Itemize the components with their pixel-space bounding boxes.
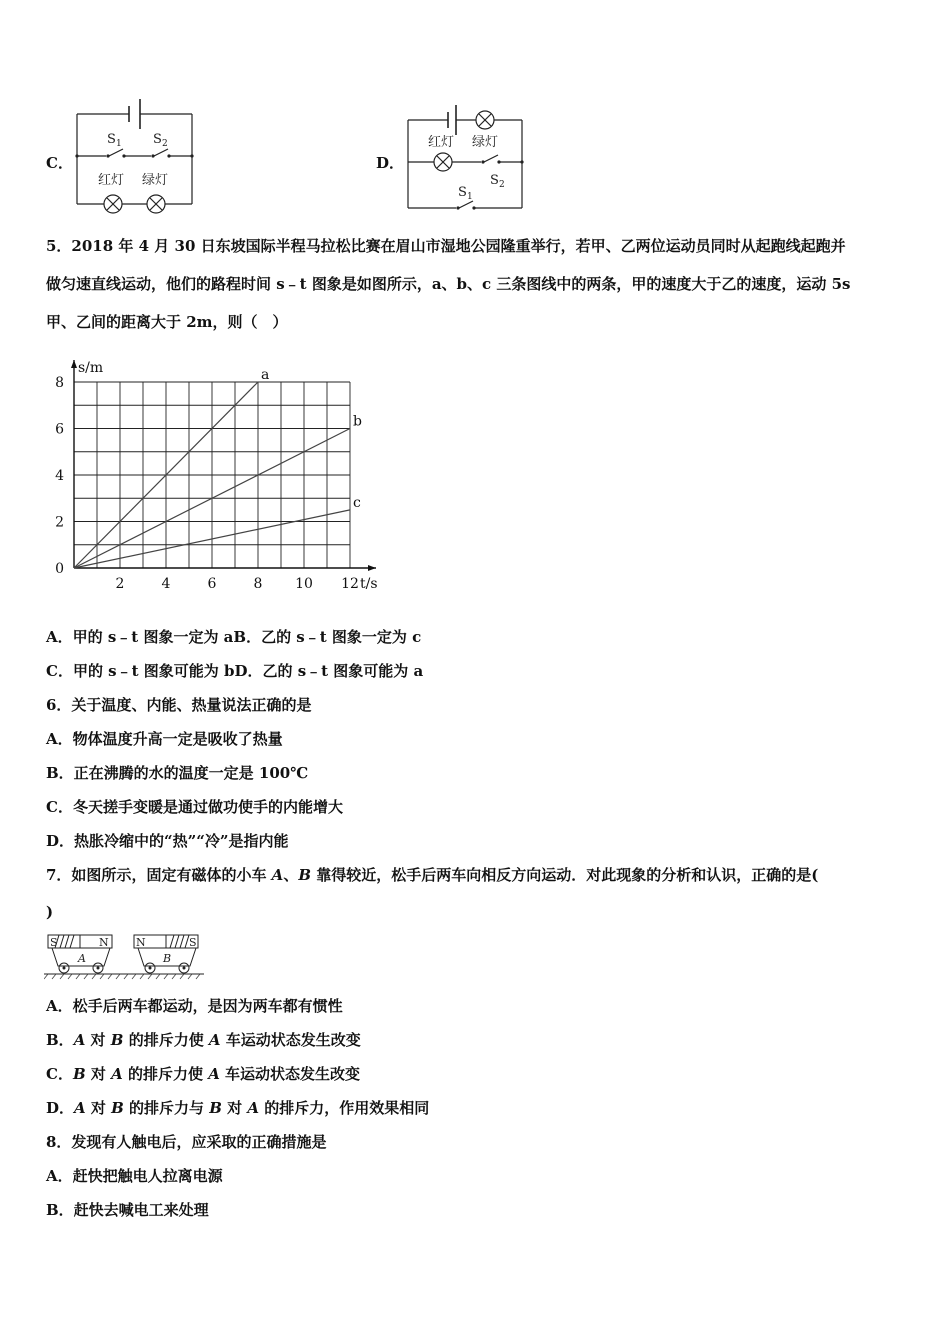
text-run: B．: [46, 1031, 74, 1049]
q5-stem-line2: 做匀速直线运动，他们的路程时间 s﹣t 图象是如图所示，a、b、c 三条图线中的两条，甲的速度大于乙的速度，运动 5s: [46, 275, 851, 293]
series-label-a: a: [261, 367, 270, 383]
q7-stem-a: A: [271, 866, 284, 884]
cart-a-label: A: [78, 952, 86, 965]
text-run: 的排斥力与: [123, 1099, 210, 1117]
text-run: A: [111, 1065, 123, 1083]
c-red-lamp-label: 红灯: [98, 173, 125, 188]
series-label-b: b: [353, 413, 362, 430]
text-run: 车运动状态发生改变: [219, 1065, 361, 1083]
c-s2-sub: 2: [162, 139, 168, 149]
q7-stem-close: ): [46, 903, 54, 921]
text-run: A: [208, 1065, 220, 1083]
magnet-carts-figure: [44, 932, 208, 982]
x-axis-label: t/s: [360, 576, 378, 592]
d-red-lamp-label: 红灯: [428, 135, 455, 150]
text-run: B: [72, 1065, 86, 1083]
q8-option-a: A．赶快把触电人拉离电源: [46, 1167, 223, 1185]
circuit-diagram-d: [404, 100, 528, 214]
text-run: B: [110, 1031, 124, 1049]
q8-stem: 8．发现有人触电后，应采取的正确措施是: [46, 1133, 327, 1151]
x-tick-label: 4: [161, 576, 171, 592]
text-run: 的排斥力使: [122, 1065, 209, 1083]
y-tick-label: 4: [55, 468, 64, 484]
x-axis-arrow: [368, 565, 376, 571]
q7-stem-b: B: [298, 866, 312, 884]
series-label-c: c: [353, 494, 361, 511]
x-tick-label: 12: [341, 576, 359, 592]
text-run: 的排斥力，作用效果相同: [259, 1099, 430, 1117]
d-s2-label: S: [490, 173, 499, 188]
text-run: B: [111, 1099, 124, 1117]
q6-stem: 6．关于温度、内能、热量说法正确的是: [46, 696, 312, 714]
st-chart: [44, 344, 384, 594]
d-green-lamp-label: 绿灯: [472, 135, 499, 150]
cart-b-label: B: [163, 952, 172, 965]
text-run: C．: [46, 1065, 73, 1083]
text-run: A: [208, 1031, 221, 1049]
option-c-label: C．: [46, 154, 73, 172]
d-s1-sub: 1: [467, 192, 473, 202]
q7-stem: [46, 865, 818, 885]
text-run: A: [74, 1099, 86, 1117]
c-s1-sub: 1: [116, 139, 122, 149]
x-tick-label: 6: [207, 576, 217, 592]
cart-b-pole-right: S: [189, 936, 197, 949]
d-s1-label: S: [458, 185, 467, 200]
q5-stem-line1: 5．2018 年 4 月 30 日东坡国际半程马拉松比赛在眉山市湿地公园隆重举行，若甲、乙两位运动员同时从起跑线起跑并: [46, 237, 846, 255]
q7-option-a: A．松手后两车都运动，是因为两车都有惯性: [46, 997, 343, 1015]
y-tick-label: 6: [55, 421, 64, 438]
y-tick-label: 0: [55, 561, 64, 577]
q6-option-c: C．冬天搓手变暖是通过做功使手的内能增大: [46, 798, 343, 816]
q7-stem-mid: 、: [283, 866, 299, 884]
q7-option-b: [46, 1030, 361, 1050]
text-run: 对: [221, 1099, 248, 1117]
q8-option-b: B．赶快去喊电工来处理: [46, 1201, 209, 1219]
text-run: A: [247, 1099, 260, 1117]
circuit-diagram-c: [74, 96, 198, 216]
text-run: 对: [85, 1031, 111, 1049]
x-tick-label: 10: [295, 576, 313, 592]
q5-option-cd: C．甲的 s﹣t 图象可能为 bD．乙的 s﹣t 图象可能为 a: [46, 662, 424, 680]
text-run: D．: [46, 1099, 75, 1117]
text-run: A: [73, 1031, 86, 1049]
y-axis-arrow: [71, 360, 77, 368]
y-tick-label: 2: [55, 514, 64, 531]
d-s2-sub: 2: [499, 180, 505, 190]
y-tick-label: 8: [55, 375, 64, 391]
text-run: 对: [85, 1065, 112, 1083]
y-axis-label: s/m: [78, 360, 104, 376]
c-s1-label: S: [107, 132, 116, 147]
text-run: 对: [85, 1099, 112, 1117]
q5-stem-line3: 甲、乙间的距离大于 2m，则（ ）: [46, 313, 288, 331]
text-run: 的排斥力使: [123, 1031, 209, 1049]
text-run: B: [209, 1099, 222, 1117]
q6-option-a: A．物体温度升高一定是吸收了热量: [46, 730, 283, 748]
q6-option-d: D．热胀冷缩中的“热”“冷”是指内能: [46, 832, 289, 850]
cart-a-pole-left: S: [50, 936, 58, 949]
q5-option-ab: A．甲的 s﹣t 图象一定为 aB．乙的 s﹣t 图象一定为 c: [46, 628, 422, 646]
q7-stem-post: 靠得较近，松手后两车向相反方向运动．对此现象的分析和认识，正确的是(: [311, 866, 819, 884]
cart-b-pole-left: N: [136, 936, 146, 949]
c-green-lamp-label: 绿灯: [142, 173, 169, 188]
c-s2-label: S: [153, 132, 162, 147]
x-tick-label: 2: [115, 576, 125, 592]
q6-option-b: B．正在沸腾的水的温度一定是 100℃: [46, 764, 309, 782]
option-d-label: D．: [376, 154, 405, 172]
q7-stem-pre: 7．如图所示，固定有磁体的小车: [46, 866, 272, 884]
q7-option-c: [46, 1064, 360, 1084]
q7-option-d: [46, 1098, 429, 1118]
cart-a-pole-right: N: [99, 936, 109, 949]
text-run: 车运动状态发生改变: [220, 1031, 361, 1049]
x-tick-label: 8: [253, 576, 263, 592]
